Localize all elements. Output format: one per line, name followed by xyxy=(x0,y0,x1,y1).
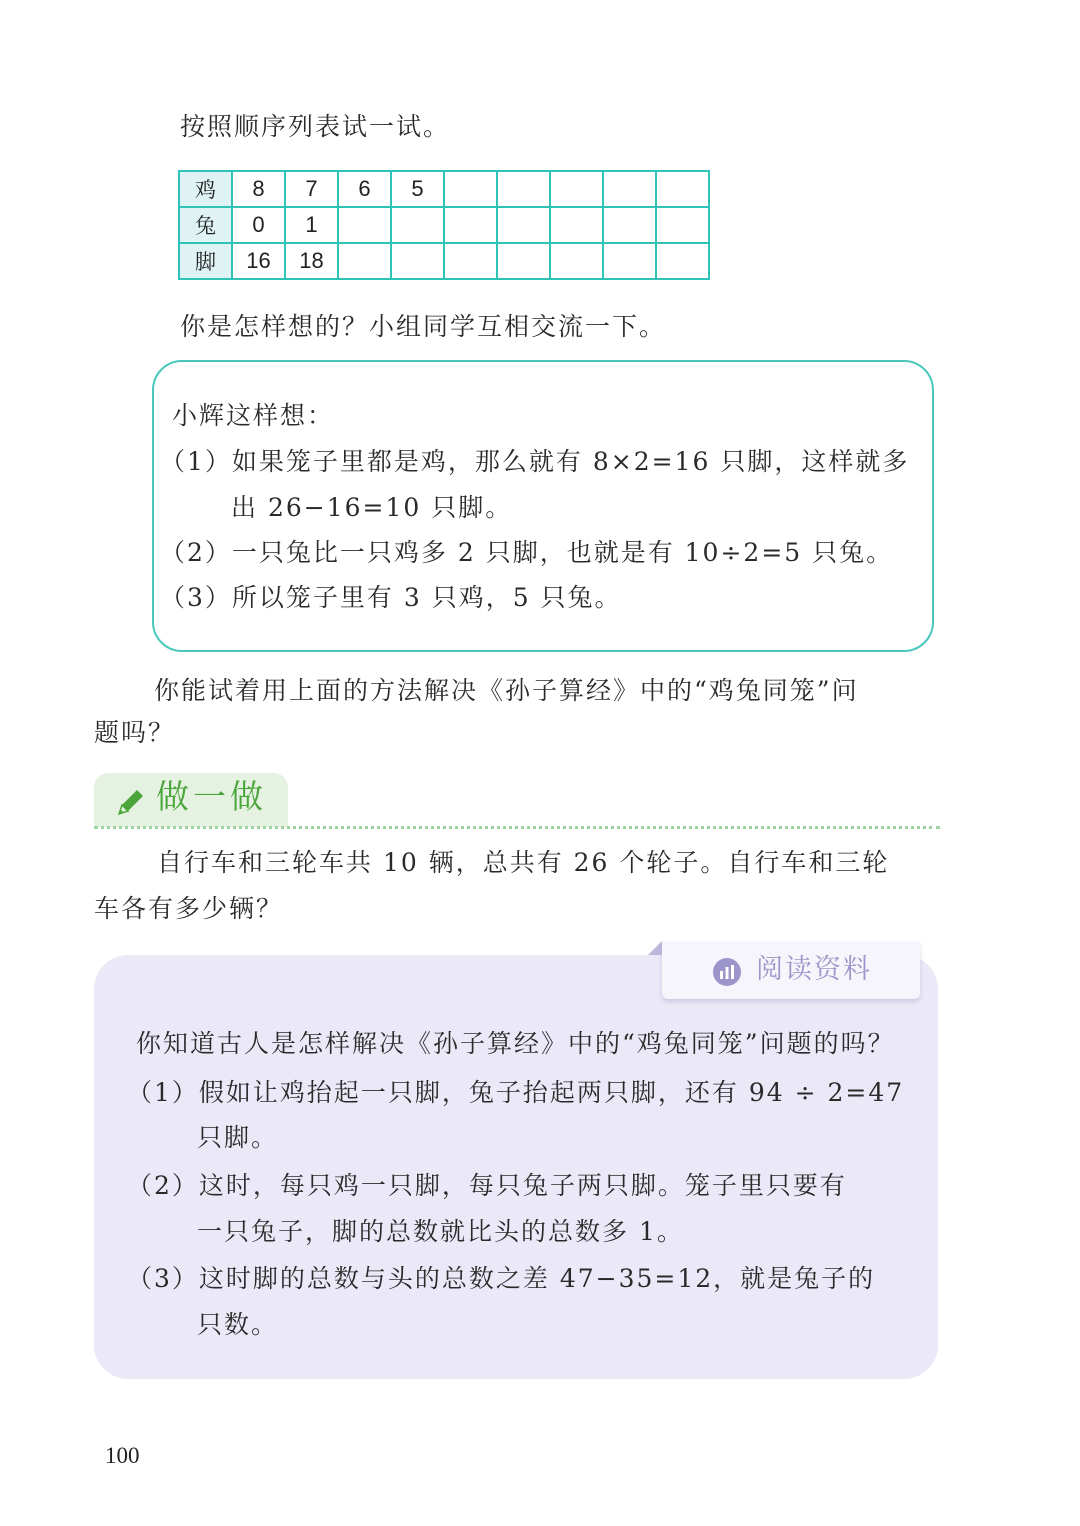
pencil-icon xyxy=(113,784,149,824)
table-cell: 6 xyxy=(338,171,391,207)
table-cell: 5 xyxy=(391,171,444,207)
think-item-1-cont: 出 26−16=10 只脚。 xyxy=(231,493,513,522)
section-divider xyxy=(94,826,940,829)
tab-fold xyxy=(648,941,662,955)
think-item-3: （3）所以笼子里有 3 只鸡，5 只兔。 xyxy=(160,583,622,612)
do-section-title: 做一做 xyxy=(156,777,267,816)
table-cell xyxy=(444,171,497,207)
intro-text: 按照顺序列表试一试。 xyxy=(180,112,451,141)
reading-item-1: （1）假如让鸡抬起一只脚，兔子抬起两只脚，还有 94 ÷ 2=47 xyxy=(127,1078,905,1107)
reading-item-2-cont: 一只兔子，脚的总数就比头的总数多 1。 xyxy=(197,1217,684,1246)
table-cell xyxy=(656,171,709,207)
table-cell xyxy=(338,243,391,279)
reading-item-3-cont: 只数。 xyxy=(197,1310,279,1339)
table-cell xyxy=(497,243,550,279)
table-cell: 1 xyxy=(285,207,338,243)
table-cell xyxy=(444,207,497,243)
table-cell xyxy=(391,207,444,243)
table-row-rabbit xyxy=(179,207,709,243)
row-label: 鸡 xyxy=(179,171,232,207)
row-label: 兔 xyxy=(179,207,232,243)
think-item-2: （2）一只兔比一只鸡多 2 只脚，也就是有 10÷2=5 只兔。 xyxy=(160,538,894,567)
table-cell xyxy=(497,171,550,207)
table-cell xyxy=(550,243,603,279)
table-cell xyxy=(603,171,656,207)
table-row-chicken xyxy=(179,171,709,207)
table-cell xyxy=(550,171,603,207)
table-cell: 7 xyxy=(285,171,338,207)
exercise-problem-cont: 车各有多少辆？ xyxy=(94,894,284,923)
row-label: 脚 xyxy=(179,243,232,279)
reading-item-1-cont: 只脚。 xyxy=(197,1123,279,1152)
reading-intro: 你知道古人是怎样解决《孙子算经》中的“鸡兔同笼”问题的吗？ xyxy=(136,1029,895,1058)
prompt-text-cont: 题吗？ xyxy=(94,718,176,747)
discussion-question: 你是怎样想的？小组同学互相交流一下。 xyxy=(180,312,667,341)
table-cell xyxy=(656,207,709,243)
exercise-problem: 自行车和三轮车共 10 辆，总共有 26 个轮子。自行车和三轮 xyxy=(157,848,890,877)
page-number: 100 xyxy=(105,1443,140,1468)
table-cell: 16 xyxy=(232,243,285,279)
table-cell: 18 xyxy=(285,243,338,279)
table-cell xyxy=(603,243,656,279)
table-cell xyxy=(497,207,550,243)
book-icon xyxy=(712,957,742,991)
table-cell: 8 xyxy=(232,171,285,207)
table-cell xyxy=(444,243,497,279)
table-cell xyxy=(338,207,391,243)
table-cell xyxy=(391,243,444,279)
think-title: 小辉这样想： xyxy=(172,401,335,430)
reading-item-2: （2）这时，每只鸡一只脚，每只兔子两只脚。笼子里只要有 xyxy=(127,1171,847,1200)
table-cell xyxy=(656,243,709,279)
table-cell xyxy=(550,207,603,243)
think-item-1: （1）如果笼子里都是鸡，那么就有 8×2=16 只脚，这样就多 xyxy=(160,447,910,476)
prompt-text: 你能试着用上面的方法解决《孙子算经》中的“鸡兔同笼”问 xyxy=(154,676,859,705)
table-row-feet xyxy=(179,243,709,279)
reading-material-title: 阅读资料 xyxy=(756,954,872,985)
reading-item-3: （3）这时脚的总数与头的总数之差 47−35=12，就是兔子的 xyxy=(127,1264,876,1293)
trial-table xyxy=(178,170,710,280)
table-cell: 0 xyxy=(232,207,285,243)
table-cell xyxy=(603,207,656,243)
